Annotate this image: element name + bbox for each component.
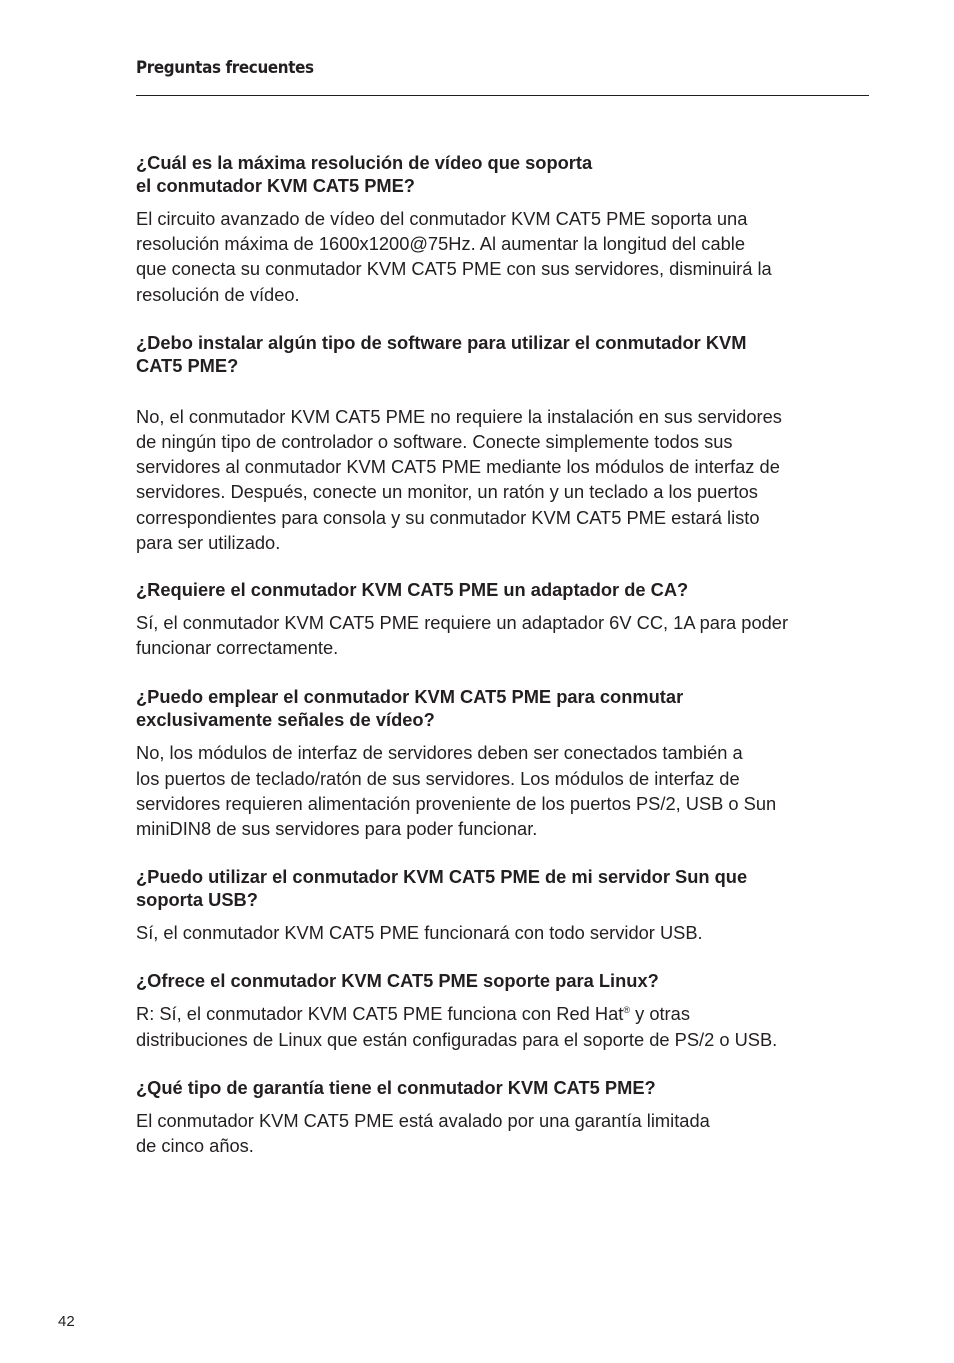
answer-line: No, el conmutador KVM CAT5 PME no requiere la instalación en sus servidores (136, 405, 782, 427)
answer-line: de ningún tipo de controlador o software. Conecte simplemente todos sus (136, 431, 733, 453)
question-line: ¿Requiere el conmutador KVM CAT5 PME un adaptador de CA? (136, 579, 689, 601)
faq-question (136, 578, 869, 601)
faq-question (136, 969, 869, 992)
faq-answer (136, 610, 869, 660)
answer-line: distribuciones de Linux que están configuradas para el soporte de PS/2 o USB. (136, 1028, 778, 1050)
header-rule (136, 95, 869, 96)
question-line: ¿Puedo utilizar el conmutador KVM CAT5 PME de mi servidor Sun que (136, 866, 748, 888)
faq-item-ac-adapter (136, 578, 869, 660)
answer-line: Sí, el conmutador KVM CAT5 PME funcionará con todo servidor USB. (136, 922, 703, 944)
running-header: Preguntas frecuentes (136, 58, 314, 77)
faq-question (136, 685, 869, 731)
answer-line: El circuito avanzado de vídeo del conmutador KVM CAT5 PME soporta una (136, 208, 748, 229)
answer-line: servidores. Después, conecte un monitor, un ratón y un teclado a los puertos (136, 481, 758, 503)
faq-item-video-only (136, 685, 869, 841)
answer-line: funcionar correctamente. (136, 637, 339, 659)
answer-line: que conecta su conmutador KVM CAT5 PME con sus servidores, disminuirá la (136, 258, 772, 280)
answer-line: para ser utilizado. (136, 531, 281, 553)
question-line: ¿Debo instalar algún tipo de software para utilizar el conmutador KVM (136, 331, 747, 353)
registered-trademark-mark: ® (623, 1005, 631, 1016)
answer-line: de cinco años. (136, 1135, 254, 1157)
faq-item-video-resolution (136, 151, 869, 307)
faq-item-linux (136, 969, 869, 1051)
answer-line: El conmutador KVM CAT5 PME está avalado por una garantía limitada (136, 1109, 710, 1131)
faq-list (136, 151, 869, 1158)
faq-answer (136, 740, 869, 841)
answer-line: servidores requieren alimentación proveniente de los puertos PS/2, USB o Sun (136, 792, 777, 814)
question-line: exclusivamente señales de vídeo? (136, 709, 435, 731)
answer-line: Sí, el conmutador KVM CAT5 PME requiere un adaptador 6V CC, 1A para poder (136, 612, 789, 634)
faq-answer (136, 404, 869, 555)
answer-line: los puertos de teclado/ratón de sus servidores. Los módulos de interfaz de (136, 767, 740, 789)
faq-answer (136, 1001, 869, 1051)
answer-line: correspondientes para consola y su conmutador KVM CAT5 PME estará listo (136, 506, 760, 528)
question-line: CAT5 PME? (136, 354, 239, 376)
faq-item-warranty (136, 1076, 869, 1158)
question-line: el conmutador KVM CAT5 PME? (136, 175, 415, 196)
faq-item-software (136, 331, 869, 555)
question-line: ¿Cuál es la máxima resolución de vídeo que soporta (136, 152, 593, 173)
question-line: ¿Puedo emplear el conmutador KVM CAT5 PME para conmutar (136, 686, 684, 708)
faq-item-sun-usb (136, 865, 869, 945)
question-line: ¿Qué tipo de garantía tiene el conmutador KVM CAT5 PME? (136, 1076, 656, 1098)
answer-line: No, los módulos de interfaz de servidores deben ser conectados también a (136, 742, 743, 764)
faq-question (136, 151, 869, 197)
answer-line: miniDIN8 de sus servidores para poder funcionar. (136, 818, 538, 840)
answer-line: resolución de vídeo. (136, 283, 300, 305)
question-line: ¿Ofrece el conmutador KVM CAT5 PME soporte para Linux? (136, 970, 659, 992)
faq-question (136, 1076, 869, 1099)
faq-question (136, 865, 869, 911)
faq-answer (136, 920, 869, 945)
answer-line-end: y otras (630, 1003, 690, 1025)
page-number: 42 (58, 1313, 75, 1330)
faq-answer (136, 1108, 869, 1158)
question-line: soporta USB? (136, 889, 258, 911)
faq-answer (136, 206, 869, 307)
answer-line: resolución máxima de 1600x1200@75Hz. Al aumentar la longitud del cable (136, 233, 746, 255)
answer-line-start: R: Sí, el conmutador KVM CAT5 PME funciona con Red Hat (136, 1003, 624, 1025)
faq-question (136, 331, 869, 377)
answer-line: servidores al conmutador KVM CAT5 PME mediante los módulos de interfaz de (136, 456, 780, 478)
